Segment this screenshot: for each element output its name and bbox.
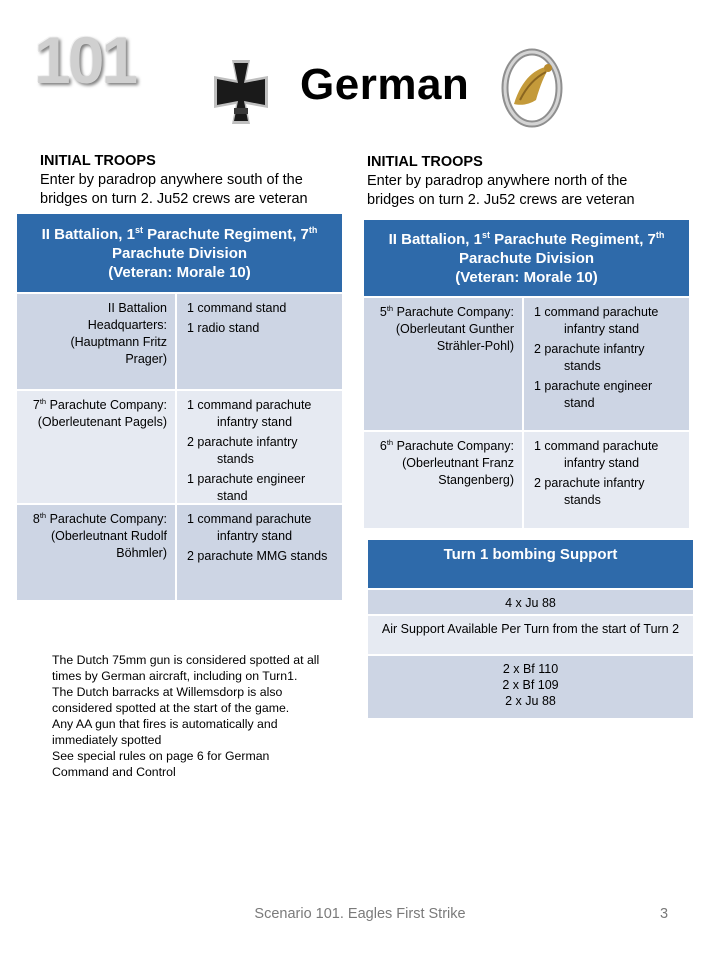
special-notes: The Dutch 75mm gun is considered spotted at all times by German aircraft, including on Turn1. The Dutch barracks at Willemsdorp is also considered spotted at the start of the game. Any AA gun that fires is automatically and immediately spotted See special rules on page 6 for German Command and Control <box>52 653 320 779</box>
unit-name: 7th Parachute Company: (Oberleutenant Pagels) <box>17 391 177 503</box>
iron-cross-icon <box>210 58 272 126</box>
bombing-table-header: Turn 1 bombing Support <box>368 540 693 588</box>
bombing-row: Air Support Available Per Turn from the start of Turn 2 <box>368 614 693 654</box>
right-initial-troops <box>367 153 677 210</box>
bombing-support-table <box>368 540 693 718</box>
unit-name: 5th Parachute Company: (Oberleutant Gunther Strähler-Pohl) <box>364 298 524 430</box>
unit-name: 8th Parachute Company: (Oberleutnant Rudolf Böhmler) <box>17 505 177 600</box>
right-unit-table <box>364 220 689 528</box>
faction-title: German <box>300 60 470 109</box>
table-header: II Battalion, 1st Parachute Regiment, 7th Parachute Division (Veteran: Morale 10) <box>17 214 342 292</box>
unit-name: 6th Parachute Company: (Oberleutnant Franz Stangenberg) <box>364 432 524 528</box>
table-row <box>17 389 342 503</box>
troops-heading: INITIAL TROOPS <box>40 153 156 169</box>
troops-description: Enter by paradrop anywhere north of the bridges on turn 2. Ju52 crews are veteran <box>367 173 635 208</box>
unit-stands: 1 command stand 1 radio stand <box>187 301 287 335</box>
unit-stands: 1 command parachute infantry stand 2 parachute infantry stands 1 parachute engineer stand <box>187 398 312 503</box>
page-number: 3 <box>660 906 669 922</box>
table-header: II Battalion, 1st Parachute Regiment, 7th Parachute Division (Veteran: Morale 10) <box>364 220 689 296</box>
unit-stands: 1 command parachute infantry stand 2 parachute infantry stands 1 parachute engineer stand <box>534 305 659 410</box>
unit-stands: 1 command parachute infantry stand 2 parachute MMG stands <box>187 512 328 563</box>
table-row <box>17 292 342 389</box>
unit-stands: 1 command parachute infantry stand 2 parachute infantry stands <box>534 439 659 507</box>
troops-heading: INITIAL TROOPS <box>367 154 483 170</box>
bombing-row: 4 x Ju 88 <box>368 588 693 614</box>
table-row <box>17 503 342 600</box>
bombing-row: 2 x Bf 110 2 x Bf 109 2 x Ju 88 <box>368 654 693 718</box>
table-row <box>364 430 689 528</box>
troops-description: Enter by paradrop anywhere south of the bridges on turn 2. Ju52 crews are veteran <box>40 172 308 207</box>
unit-name: II Battalion Headquarters: (Hauptmann Fritz Prager) <box>17 294 177 389</box>
paratrooper-badge-icon <box>500 48 564 128</box>
scenario-number: 101 <box>34 23 136 97</box>
left-unit-table <box>17 214 342 600</box>
table-row <box>364 296 689 430</box>
left-initial-troops <box>40 152 350 209</box>
footer-text: Scenario 101. Eagles First Strike <box>254 906 466 922</box>
